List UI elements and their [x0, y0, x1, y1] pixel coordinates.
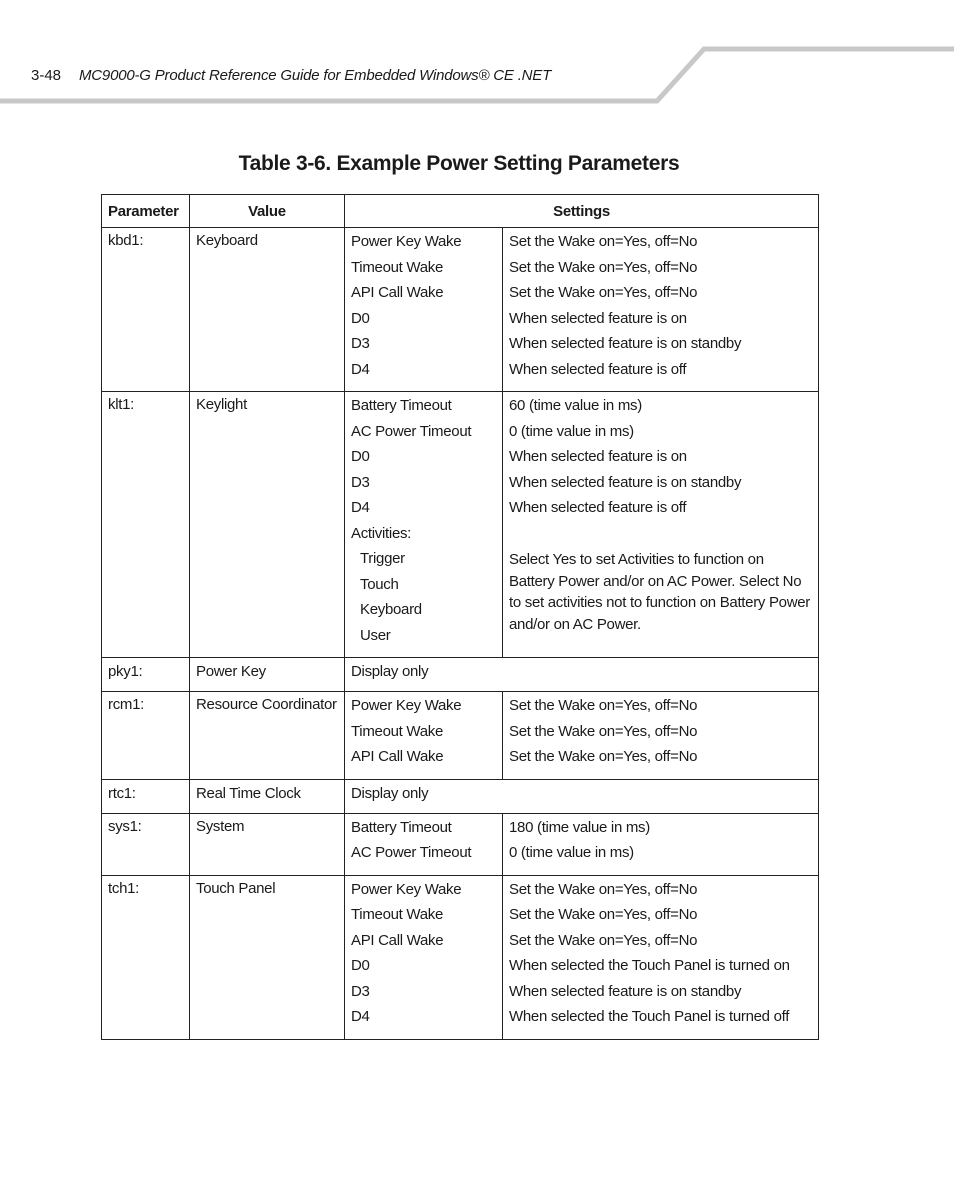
table-row	[102, 779, 819, 813]
activity-item: Touch	[360, 575, 399, 593]
table-header-row	[102, 195, 819, 228]
setting-description: When selected feature is off	[509, 499, 687, 516]
setting-name: Timeout Wake	[351, 258, 443, 276]
value-cell: Real Time Clock	[196, 784, 301, 802]
setting-name: API Call Wake	[351, 931, 444, 949]
settings-cell: Display only	[351, 784, 429, 802]
setting-name: AC Power Timeout	[351, 844, 472, 861]
parameter-cell: rtc1:	[108, 784, 136, 802]
setting-description: 0 (time value in ms)	[509, 844, 634, 861]
setting-name: D4	[351, 1008, 370, 1025]
setting-name: Timeout Wake	[351, 906, 443, 923]
value-cell: System	[196, 817, 245, 835]
table-row	[102, 692, 819, 780]
setting-name: D4	[351, 360, 370, 378]
setting-description: When selected the Touch Panel is turned on	[509, 957, 790, 974]
activity-item: User	[360, 626, 391, 644]
activities-note: Select Yes to set Activities to function on Battery Power and/or on AC Power. Select No to set activities not to function on Battery Power and/or on AC Power.	[509, 551, 810, 633]
activity-item: Keyboard	[360, 601, 422, 618]
setting-name: D3	[351, 335, 370, 352]
setting-description: 180 (time value in ms)	[509, 818, 650, 836]
parameter-cell: sys1:	[108, 817, 142, 835]
setting-description: When selected feature is on standby	[509, 982, 742, 1000]
activities-label: Activities:	[351, 524, 412, 542]
setting-name: D0	[351, 448, 370, 465]
parameter-cell: pky1:	[108, 663, 143, 680]
page-number: 3-48	[31, 67, 62, 84]
value-cell: Power Key	[196, 663, 266, 680]
activity-item: Trigger	[360, 550, 405, 567]
setting-description: Set the Wake on=Yes, off=No	[509, 284, 698, 301]
setting-description: When selected feature is on	[509, 448, 687, 465]
setting-name: D0	[351, 957, 370, 974]
power-settings-table	[101, 194, 819, 1040]
setting-name: Power Key Wake	[351, 880, 462, 898]
setting-description: Set the Wake on=Yes, off=No	[509, 233, 698, 250]
table-row	[102, 875, 819, 1039]
column-header-parameter: Parameter	[102, 195, 190, 228]
setting-name: Timeout Wake	[351, 722, 443, 740]
setting-name: Battery Timeout	[351, 818, 452, 836]
settings-cell: Display only	[351, 663, 429, 680]
setting-name: Battery Timeout	[351, 397, 452, 414]
setting-description: Set the Wake on=Yes, off=No	[509, 931, 698, 949]
value-cell: Keylight	[196, 396, 247, 413]
setting-description: When selected feature is on	[509, 309, 687, 327]
parameter-cell: rcm1:	[108, 696, 145, 713]
setting-description: Set the Wake on=Yes, off=No	[509, 722, 698, 740]
setting-description: Set the Wake on=Yes, off=No	[509, 880, 698, 898]
setting-description: When selected feature is off	[509, 360, 687, 378]
table-title: Table 3-6. Example Power Setting Parameters	[238, 152, 680, 175]
header-rule	[0, 0, 954, 110]
value-cell: Touch Panel	[196, 879, 276, 897]
table-row	[102, 228, 819, 392]
setting-name: D3	[351, 982, 370, 1000]
parameter-cell: kbd1:	[108, 232, 144, 249]
setting-name: AC Power Timeout	[351, 422, 472, 440]
column-header-settings: Settings	[345, 195, 819, 228]
value-cell: Keyboard	[196, 232, 258, 249]
setting-name: D0	[351, 309, 370, 327]
table-row	[102, 813, 819, 875]
running-title: MC9000-G Product Reference Guide for Embedded Windows® CE .NET	[79, 67, 552, 84]
parameter-cell: tch1:	[108, 879, 140, 897]
setting-name: API Call Wake	[351, 748, 444, 765]
setting-name: Power Key Wake	[351, 697, 462, 714]
setting-name: D3	[351, 473, 370, 491]
setting-description: Set the Wake on=Yes, off=No	[509, 697, 698, 714]
parameter-cell: klt1:	[108, 396, 135, 413]
value-cell: Resource Coordinator	[196, 696, 337, 713]
setting-name: API Call Wake	[351, 284, 444, 301]
setting-name: D4	[351, 499, 370, 516]
setting-description: 0 (time value in ms)	[509, 422, 634, 440]
setting-description: When selected feature is on standby	[509, 473, 742, 491]
setting-description: Set the Wake on=Yes, off=No	[509, 748, 698, 765]
setting-description: When selected feature is on standby	[509, 335, 742, 352]
table-row	[102, 658, 819, 692]
setting-description: Set the Wake on=Yes, off=No	[509, 906, 698, 923]
column-header-value: Value	[190, 195, 345, 228]
table-row	[102, 392, 819, 658]
setting-description: 60 (time value in ms)	[509, 397, 642, 414]
setting-description: When selected the Touch Panel is turned off	[509, 1008, 790, 1025]
setting-description: Set the Wake on=Yes, off=No	[509, 258, 698, 276]
setting-name: Power Key Wake	[351, 233, 462, 250]
